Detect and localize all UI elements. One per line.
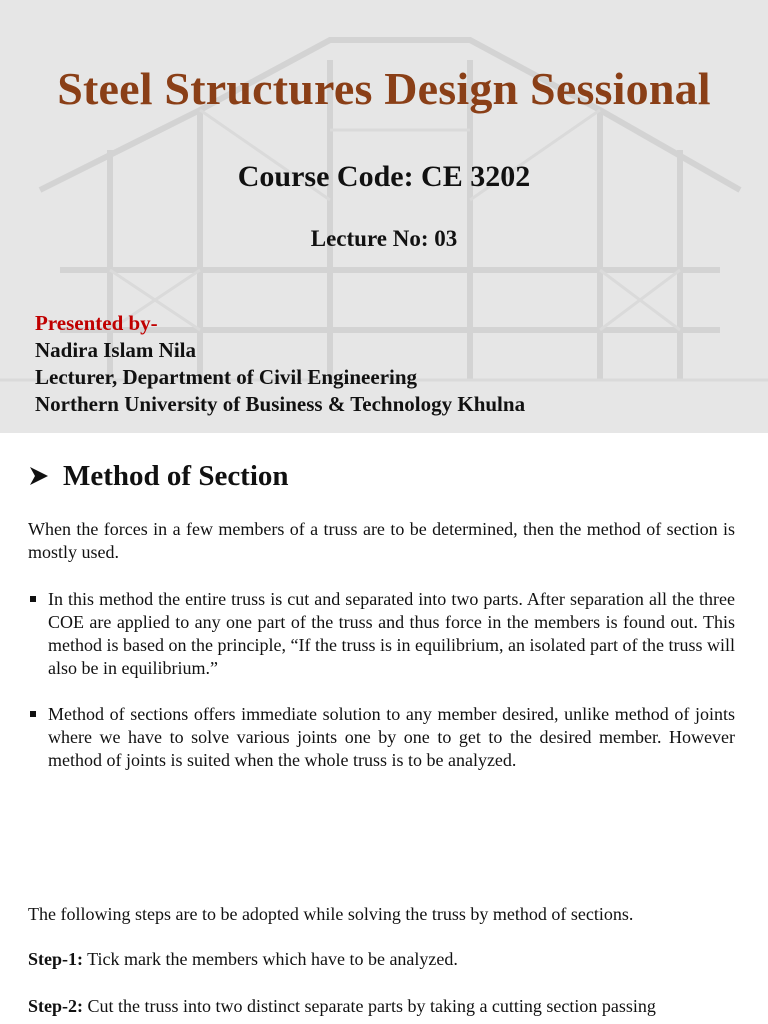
presenter-university: Northern University of Business & Technology Khulna — [35, 392, 526, 416]
step-1 — [28, 948, 735, 971]
presenter-position: Lecturer, Department of Civil Engineering — [35, 365, 418, 389]
arrowhead-bullet-icon — [28, 465, 50, 487]
bullet-item — [28, 588, 735, 680]
step-text: Cut the truss into two distinct separate parts by taking a cutting section passing — [83, 996, 656, 1016]
section-heading-text: Method of Section — [63, 459, 289, 492]
section-heading — [28, 456, 735, 496]
method-of-section-page — [28, 456, 735, 1016]
step-2 — [28, 995, 735, 1018]
course-code: Course Code: CE 3202 — [237, 160, 531, 193]
square-bullet-icon — [30, 596, 36, 602]
square-bullet-icon — [30, 711, 36, 717]
slide-title: Steel Structures Design Sessional — [57, 63, 711, 114]
step-label: Step-1: — [28, 949, 83, 969]
bullet-list — [28, 588, 735, 795]
presenter-block — [35, 310, 525, 418]
presenter-name: Nadira Islam Nila — [35, 338, 197, 362]
title-slide — [0, 0, 768, 433]
step-label: Step-2: — [28, 996, 83, 1016]
intro-paragraph: When the forces in a few members of a truss are to be determined, then the method of section is mostly used. — [28, 519, 735, 562]
bullet-text: Method of sections offers immediate solution to any member desired, unlike method of joints where we have to solve various joints one by one to get to the desired member. However method of joints is suited when the whole truss is to be analyzed. — [48, 704, 735, 770]
presented-by-label: Presented by- — [35, 311, 158, 335]
step-text: Tick mark the members which have to be analyzed. — [83, 949, 458, 969]
steps-intro: The following steps are to be adopted while solving the truss by method of sections. — [28, 904, 634, 924]
bullet-text: In this method the entire truss is cut and separated into two parts. After separation all the three COE are applied to any one part of the truss and thus force in the members is found out. This method is based on the principle, “If the truss is in equilibrium, an isolated part of the truss will also be in equilibrium.” — [48, 589, 735, 678]
lecture-number: Lecture No: 03 — [310, 226, 458, 251]
bullet-item — [28, 703, 735, 772]
